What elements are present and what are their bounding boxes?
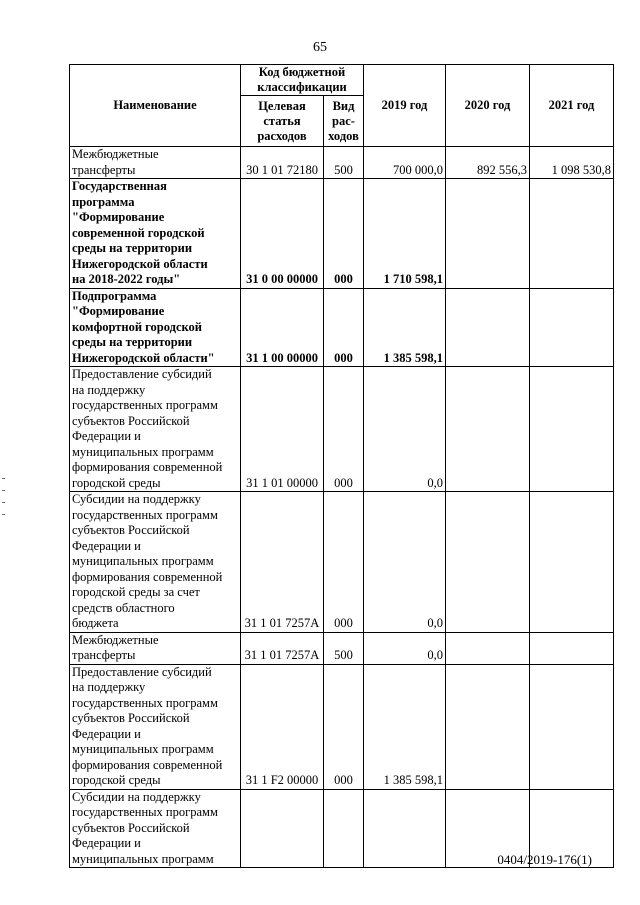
- row-target-code: 31 1 01 7257А: [241, 632, 324, 664]
- row-value-2021: 1 098 530,8: [530, 147, 614, 179]
- header-2020: 2020 год: [446, 65, 530, 147]
- table-row: [70, 147, 614, 179]
- row-target-code: [241, 789, 324, 868]
- row-expense-type: [324, 789, 364, 868]
- row-name: Межбюджетные трансферты: [70, 632, 241, 664]
- scan-mark: [2, 514, 5, 515]
- row-target-code: 31 1 F2 00000: [241, 664, 324, 789]
- row-target-code: 31 1 01 00000: [241, 367, 324, 492]
- row-expense-type: 500: [324, 632, 364, 664]
- row-value-2019: 1 710 598,1: [364, 179, 446, 289]
- table-row: [70, 492, 614, 633]
- row-name: Государственная программа "Формирование современной городской среды на территории Нижегородской области на 2018-2022 годы": [70, 179, 241, 289]
- row-name: Предоставление субсидий на поддержку государственных программ субъектов Российской Федерации и муниципальных программ формирования современной городской среды: [70, 664, 241, 789]
- scan-mark: [2, 478, 5, 479]
- row-value-2019: 700 000,0: [364, 147, 446, 179]
- table-row: [70, 632, 614, 664]
- header-name: Наименование: [70, 65, 241, 147]
- row-target-code: 30 1 01 72180: [241, 147, 324, 179]
- header-2021: 2021 год: [530, 65, 614, 147]
- row-value-2019: 0,0: [364, 632, 446, 664]
- header-2019: 2019 год: [364, 65, 446, 147]
- row-expense-type: 000: [324, 179, 364, 289]
- row-value-2020: [446, 367, 530, 492]
- row-value-2020: [446, 492, 530, 633]
- budget-table: [69, 64, 614, 868]
- row-expense-type: 000: [324, 492, 364, 633]
- row-value-2019: 1 385 598,1: [364, 664, 446, 789]
- row-value-2021: [530, 664, 614, 789]
- row-target-code: 31 0 00 00000: [241, 179, 324, 289]
- header-classification-group: Код бюджетной классификации: [241, 65, 364, 96]
- table-row: [70, 179, 614, 289]
- row-value-2019: [364, 789, 446, 868]
- table-row: [70, 288, 614, 367]
- row-expense-type: 000: [324, 367, 364, 492]
- row-expense-type: 500: [324, 147, 364, 179]
- row-name: Субсидии на поддержку государственных программ субъектов Российской Федерации и муниципальных программ: [70, 789, 241, 868]
- row-target-code: 31 1 00 00000: [241, 288, 324, 367]
- page-number: 65: [313, 40, 327, 55]
- scan-mark: [2, 490, 5, 491]
- row-name: Подпрограмма "Формирование комфортной городской среды на территории Нижегородской области": [70, 288, 241, 367]
- header-expense-type: Вид рас-ходов: [324, 96, 364, 147]
- row-value-2021: [530, 632, 614, 664]
- row-value-2021: [530, 179, 614, 289]
- row-value-2020: [446, 288, 530, 367]
- row-value-2021: [530, 492, 614, 633]
- row-value-2020: [446, 179, 530, 289]
- row-target-code: 31 1 01 7257А: [241, 492, 324, 633]
- row-expense-type: 000: [324, 288, 364, 367]
- table-row: [70, 664, 614, 789]
- row-name: Межбюджетные трансферты: [70, 147, 241, 179]
- row-value-2020: [446, 664, 530, 789]
- row-value-2019: 0,0: [364, 367, 446, 492]
- row-value-2020: [446, 632, 530, 664]
- header-target-item: Целевая статья расходов: [241, 96, 324, 147]
- document-code: 0404/2019-176(1): [497, 852, 592, 867]
- row-name: Субсидии на поддержку государственных программ субъектов Российской Федерации и муниципальных программ формирования современной городской среды за счет средств областного бюджета: [70, 492, 241, 633]
- row-value-2019: 1 385 598,1: [364, 288, 446, 367]
- row-value-2021: [530, 367, 614, 492]
- scan-mark: [2, 502, 5, 503]
- row-name: Предоставление субсидий на поддержку государственных программ субъектов Российской Федерации и муниципальных программ формирования современной городской среды: [70, 367, 241, 492]
- row-value-2019: 0,0: [364, 492, 446, 633]
- row-value-2021: [530, 288, 614, 367]
- row-value-2020: 892 556,3: [446, 147, 530, 179]
- table-row: [70, 367, 614, 492]
- row-expense-type: 000: [324, 664, 364, 789]
